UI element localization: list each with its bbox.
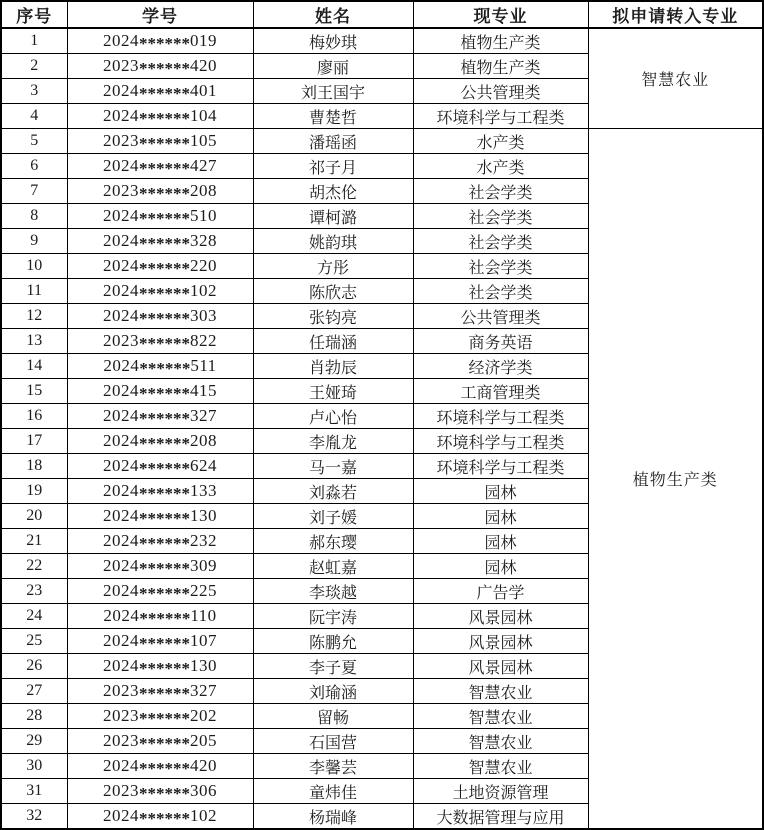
masked-digits: ****** [139, 309, 190, 328]
cell-name: 陈欣志 [253, 279, 413, 304]
cell-name: 杨瑞峰 [253, 804, 413, 830]
masked-digits: ****** [139, 659, 190, 678]
masked-digits: ****** [139, 734, 190, 753]
cell-no: 16 [1, 404, 67, 429]
masked-digits: ****** [139, 259, 190, 278]
column-header-target: 拟申请转入专业 [588, 1, 763, 28]
cell-name: 廖丽 [253, 54, 413, 79]
cell-no: 9 [1, 229, 67, 254]
cell-id: 2024******133 [67, 479, 253, 504]
cell-id: 2024******415 [67, 379, 253, 404]
cell-major: 风景园林 [413, 604, 588, 629]
cell-id: 2023******105 [67, 129, 253, 154]
table-header-row [1, 1, 763, 28]
cell-id: 2023******420 [67, 54, 253, 79]
cell-no: 22 [1, 554, 67, 579]
cell-target-major: 智慧农业 [588, 28, 763, 129]
masked-digits: ****** [139, 59, 190, 78]
cell-name: 刘瑜涵 [253, 679, 413, 704]
cell-no: 7 [1, 179, 67, 204]
cell-name: 赵虹嘉 [253, 554, 413, 579]
cell-major: 广告学 [413, 579, 588, 604]
cell-major: 园林 [413, 479, 588, 504]
cell-name: 王娅琦 [253, 379, 413, 404]
cell-major: 大数据管理与应用 [413, 804, 588, 830]
masked-digits: ****** [139, 809, 190, 828]
cell-id: 2024******427 [67, 154, 253, 179]
cell-name: 郝东璎 [253, 529, 413, 554]
cell-id: 2024******327 [67, 404, 253, 429]
cell-name: 刘淼若 [253, 479, 413, 504]
cell-name: 潘瑶函 [253, 129, 413, 154]
cell-name: 李馨芸 [253, 754, 413, 779]
cell-id: 2024******019 [67, 28, 253, 54]
cell-id: 2023******205 [67, 729, 253, 754]
cell-no: 11 [1, 279, 67, 304]
cell-id: 2024******420 [67, 754, 253, 779]
cell-major: 社会学类 [413, 279, 588, 304]
masked-digits: ****** [139, 234, 190, 253]
masked-digits: ****** [139, 359, 191, 378]
masked-digits: ****** [139, 209, 190, 228]
cell-id: 2024******225 [67, 579, 253, 604]
masked-digits: ****** [139, 134, 190, 153]
cell-no: 23 [1, 579, 67, 604]
cell-name: 曹楚哲 [253, 104, 413, 129]
cell-name: 方彤 [253, 254, 413, 279]
cell-name: 姚韵琪 [253, 229, 413, 254]
cell-id: 2024******110 [67, 604, 253, 629]
cell-id: 2024******328 [67, 229, 253, 254]
cell-id: 2024******102 [67, 804, 253, 830]
cell-id: 2024******303 [67, 304, 253, 329]
cell-name: 任瑞涵 [253, 329, 413, 354]
cell-no: 28 [1, 704, 67, 729]
cell-id: 2024******309 [67, 554, 253, 579]
cell-major: 公共管理类 [413, 304, 588, 329]
column-header-name: 姓名 [253, 1, 413, 28]
masked-digits: ****** [139, 284, 190, 303]
masked-digits: ****** [139, 34, 190, 53]
cell-no: 18 [1, 454, 67, 479]
cell-no: 24 [1, 604, 67, 629]
cell-name: 陈鹏允 [253, 629, 413, 654]
cell-name: 李琰越 [253, 579, 413, 604]
cell-no: 10 [1, 254, 67, 279]
masked-digits: ****** [139, 334, 190, 353]
cell-no: 32 [1, 804, 67, 830]
masked-digits: ****** [139, 684, 190, 703]
cell-no: 13 [1, 329, 67, 354]
cell-name: 李胤龙 [253, 429, 413, 454]
cell-major: 植物生产类 [413, 28, 588, 54]
masked-digits: ****** [139, 784, 190, 803]
cell-major: 风景园林 [413, 654, 588, 679]
masked-digits: ****** [139, 409, 190, 428]
cell-name: 肖勃辰 [253, 354, 413, 379]
cell-no: 2 [1, 54, 67, 79]
cell-major: 植物生产类 [413, 54, 588, 79]
cell-id: 2024******510 [67, 204, 253, 229]
masked-digits: ****** [139, 159, 190, 178]
masked-digits: ****** [139, 459, 190, 478]
cell-no: 20 [1, 504, 67, 529]
masked-digits: ****** [139, 559, 190, 578]
column-header-id: 学号 [67, 1, 253, 28]
cell-major: 社会学类 [413, 204, 588, 229]
masked-digits: ****** [139, 434, 190, 453]
cell-name: 张钧亮 [253, 304, 413, 329]
table-row [1, 129, 763, 154]
cell-major: 土地资源管理 [413, 779, 588, 804]
cell-major: 经济学类 [413, 354, 588, 379]
cell-name: 梅妙琪 [253, 28, 413, 54]
cell-no: 12 [1, 304, 67, 329]
cell-id: 2024******208 [67, 429, 253, 454]
cell-name: 阮宇涛 [253, 604, 413, 629]
cell-id: 2023******208 [67, 179, 253, 204]
cell-no: 29 [1, 729, 67, 754]
cell-major: 水产类 [413, 154, 588, 179]
cell-no: 15 [1, 379, 67, 404]
cell-name: 刘子媛 [253, 504, 413, 529]
masked-digits: ****** [139, 484, 190, 503]
cell-id: 2024******130 [67, 654, 253, 679]
cell-major: 社会学类 [413, 229, 588, 254]
cell-no: 27 [1, 679, 67, 704]
masked-digits: ****** [139, 709, 190, 728]
cell-id: 2024******104 [67, 104, 253, 129]
cell-name: 留畅 [253, 704, 413, 729]
cell-id: 2023******822 [67, 329, 253, 354]
cell-major: 园林 [413, 529, 588, 554]
cell-id: 2023******306 [67, 779, 253, 804]
masked-digits: ****** [139, 609, 191, 628]
masked-digits: ****** [139, 84, 190, 103]
column-header-no: 序号 [1, 1, 67, 28]
cell-id: 2024******232 [67, 529, 253, 554]
cell-name: 李子夏 [253, 654, 413, 679]
cell-no: 31 [1, 779, 67, 804]
cell-no: 17 [1, 429, 67, 454]
cell-id: 2024******102 [67, 279, 253, 304]
masked-digits: ****** [139, 584, 190, 603]
cell-id: 2024******624 [67, 454, 253, 479]
cell-id: 2024******511 [67, 354, 253, 379]
masked-digits: ****** [139, 534, 190, 553]
masked-digits: ****** [139, 759, 190, 778]
cell-major: 环境科学与工程类 [413, 429, 588, 454]
cell-major: 环境科学与工程类 [413, 454, 588, 479]
cell-name: 童炜佳 [253, 779, 413, 804]
masked-digits: ****** [139, 634, 190, 653]
cell-name: 卢心怡 [253, 404, 413, 429]
cell-id: 2024******130 [67, 504, 253, 529]
cell-id: 2023******327 [67, 679, 253, 704]
cell-major: 公共管理类 [413, 79, 588, 104]
cell-no: 3 [1, 79, 67, 104]
cell-id: 2023******202 [67, 704, 253, 729]
table-row [1, 28, 763, 54]
cell-name: 谭柯潞 [253, 204, 413, 229]
column-header-major: 现专业 [413, 1, 588, 28]
cell-major: 智慧农业 [413, 679, 588, 704]
cell-major: 环境科学与工程类 [413, 104, 588, 129]
cell-no: 8 [1, 204, 67, 229]
cell-major: 智慧农业 [413, 754, 588, 779]
cell-no: 14 [1, 354, 67, 379]
cell-id: 2024******401 [67, 79, 253, 104]
cell-major: 社会学类 [413, 254, 588, 279]
cell-major: 工商管理类 [413, 379, 588, 404]
cell-name: 刘王国宇 [253, 79, 413, 104]
cell-major: 智慧农业 [413, 729, 588, 754]
cell-major: 园林 [413, 504, 588, 529]
cell-major: 社会学类 [413, 179, 588, 204]
cell-no: 30 [1, 754, 67, 779]
cell-id: 2024******107 [67, 629, 253, 654]
cell-no: 26 [1, 654, 67, 679]
cell-major: 商务英语 [413, 329, 588, 354]
cell-id: 2024******220 [67, 254, 253, 279]
cell-name: 石国营 [253, 729, 413, 754]
cell-name: 马一嘉 [253, 454, 413, 479]
cell-major: 园林 [413, 554, 588, 579]
cell-no: 1 [1, 28, 67, 54]
cell-no: 6 [1, 154, 67, 179]
cell-no: 4 [1, 104, 67, 129]
cell-name: 祁子月 [253, 154, 413, 179]
masked-digits: ****** [139, 184, 190, 203]
cell-no: 5 [1, 129, 67, 154]
cell-no: 21 [1, 529, 67, 554]
cell-major: 风景园林 [413, 629, 588, 654]
cell-major: 水产类 [413, 129, 588, 154]
cell-major: 智慧农业 [413, 704, 588, 729]
cell-no: 19 [1, 479, 67, 504]
masked-digits: ****** [139, 109, 190, 128]
cell-target-major: 植物生产类 [588, 129, 763, 830]
cell-major: 环境科学与工程类 [413, 404, 588, 429]
masked-digits: ****** [139, 384, 190, 403]
cell-name: 胡杰伦 [253, 179, 413, 204]
cell-no: 25 [1, 629, 67, 654]
masked-digits: ****** [139, 509, 190, 528]
